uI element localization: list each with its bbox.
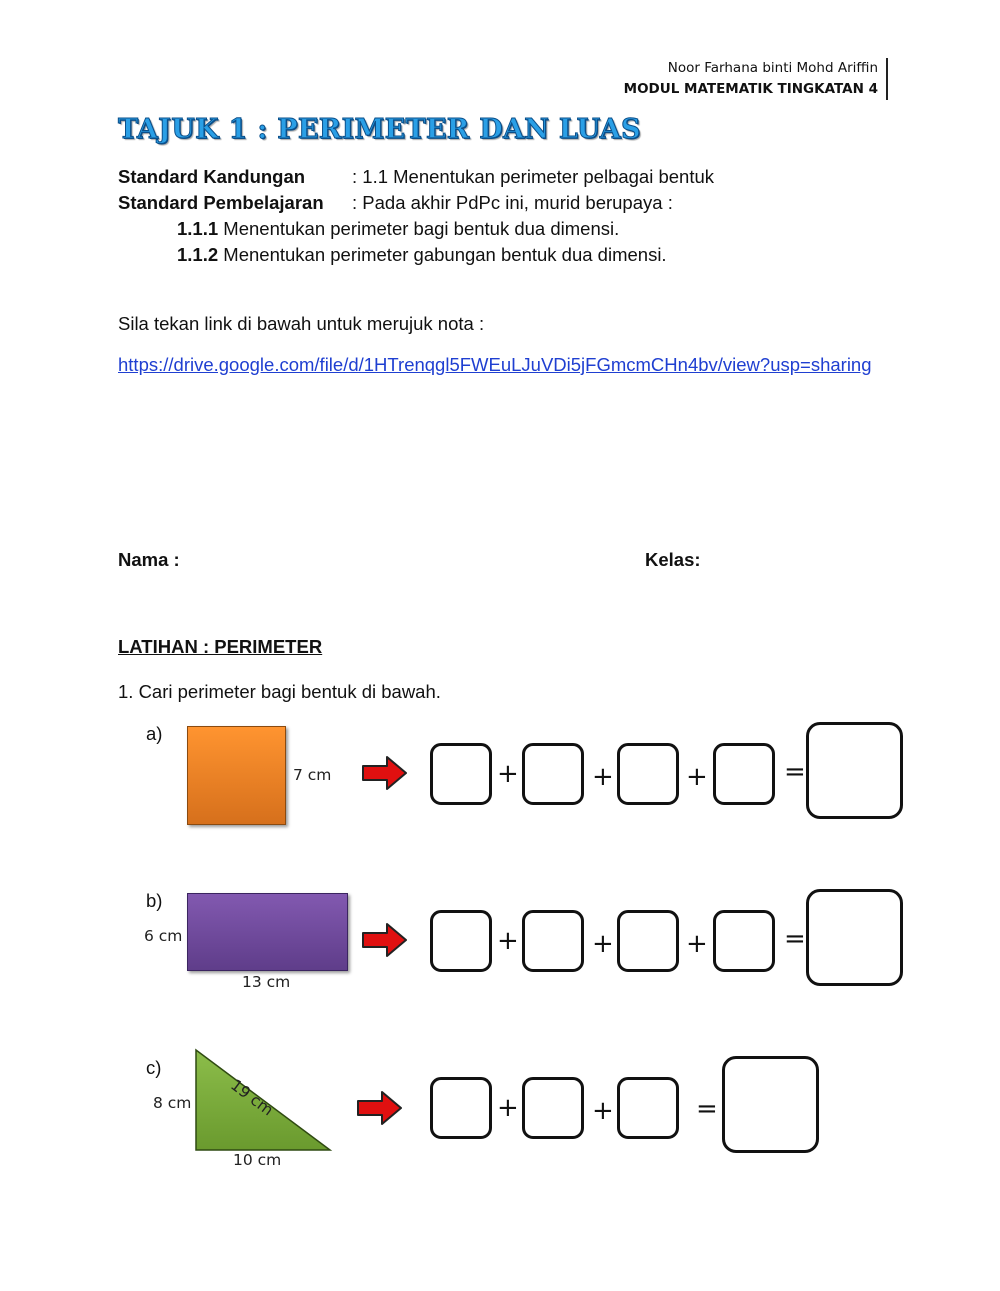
page-header	[624, 58, 888, 100]
author-name: Noor Farhana binti Mohd Ariffin	[667, 60, 878, 76]
equals-sign: =	[784, 924, 806, 954]
result-box[interactable]	[722, 1056, 819, 1153]
standard-kandungan-label: Standard Kandungan	[118, 166, 306, 187]
red-arrow-icon	[356, 1090, 404, 1126]
red-arrow-icon	[361, 755, 409, 791]
notes-link[interactable]: https://drive.google.com/file/d/1HTrenqgl5FWEuLJuVDi5jFGmcmCHn4bv/view?usp=sharing	[118, 354, 872, 375]
plus-sign: +	[497, 1093, 519, 1123]
part-a-label: a)	[146, 723, 163, 744]
standard-kandungan-value: : 1.1 Menentukan perimeter pelbagai bentuk	[352, 166, 715, 187]
learning-item-code: 1.1.2	[177, 244, 219, 265]
standard-kandungan-row	[118, 164, 714, 190]
standard-pembelajaran-label: Standard Pembelajaran	[118, 192, 324, 213]
learning-item	[177, 216, 619, 242]
part-b-label: b)	[146, 890, 163, 911]
red-arrow-icon	[361, 922, 409, 958]
page-title: TAJUK 1 : PERIMETER DAN LUAS	[118, 114, 641, 145]
answer-box[interactable]	[430, 743, 492, 805]
equals-sign: =	[696, 1094, 718, 1124]
triangle-hypotenuse-label: 19 cm	[227, 1076, 277, 1120]
nama-label: Nama :	[118, 549, 180, 570]
square-side-label: 7 cm	[293, 766, 332, 784]
answer-box[interactable]	[617, 743, 679, 805]
equals-sign: =	[784, 757, 806, 787]
purple-rectangle-shape	[187, 893, 348, 971]
plus-sign: +	[592, 1096, 614, 1126]
rect-width-label: 13 cm	[242, 973, 291, 991]
kelas-label: Kelas:	[645, 549, 701, 570]
answer-box[interactable]	[430, 910, 492, 972]
result-box[interactable]	[806, 889, 903, 986]
plus-sign: +	[592, 762, 614, 792]
answer-box[interactable]	[522, 1077, 584, 1139]
learning-item-text: Menentukan perimeter gabungan bentuk dua dimensi.	[218, 244, 667, 265]
standard-pembelajaran-value: : Pada akhir PdPc ini, murid berupaya :	[352, 192, 673, 213]
part-c-label: c)	[146, 1057, 162, 1078]
instruction-text: Sila tekan link di bawah untuk merujuk nota :	[118, 313, 485, 334]
plus-sign: +	[686, 762, 708, 792]
answer-box[interactable]	[522, 743, 584, 805]
section-title: LATIHAN : PERIMETER	[118, 636, 323, 657]
answer-box[interactable]	[713, 910, 775, 972]
learning-item	[177, 242, 667, 268]
learning-item-text: Menentukan perimeter bagi bentuk dua dimensi.	[218, 218, 620, 239]
answer-box[interactable]	[430, 1077, 492, 1139]
triangle-base-label: 10 cm	[233, 1151, 282, 1169]
module-name: MODUL MATEMATIK TINGKATAN 4	[623, 81, 878, 97]
orange-square-shape	[187, 726, 286, 825]
answer-box[interactable]	[713, 743, 775, 805]
answer-box[interactable]	[522, 910, 584, 972]
standard-pembelajaran-row	[118, 190, 673, 216]
learning-item-code: 1.1.1	[177, 218, 219, 239]
plus-sign: +	[497, 926, 519, 956]
question-text: 1. Cari perimeter bagi bentuk di bawah.	[118, 681, 441, 702]
result-box[interactable]	[806, 722, 903, 819]
plus-sign: +	[592, 929, 614, 959]
triangle-height-label: 8 cm	[153, 1094, 192, 1112]
rect-height-label: 6 cm	[144, 927, 183, 945]
plus-sign: +	[686, 929, 708, 959]
answer-box[interactable]	[617, 1077, 679, 1139]
plus-sign: +	[497, 759, 519, 789]
answer-box[interactable]	[617, 910, 679, 972]
